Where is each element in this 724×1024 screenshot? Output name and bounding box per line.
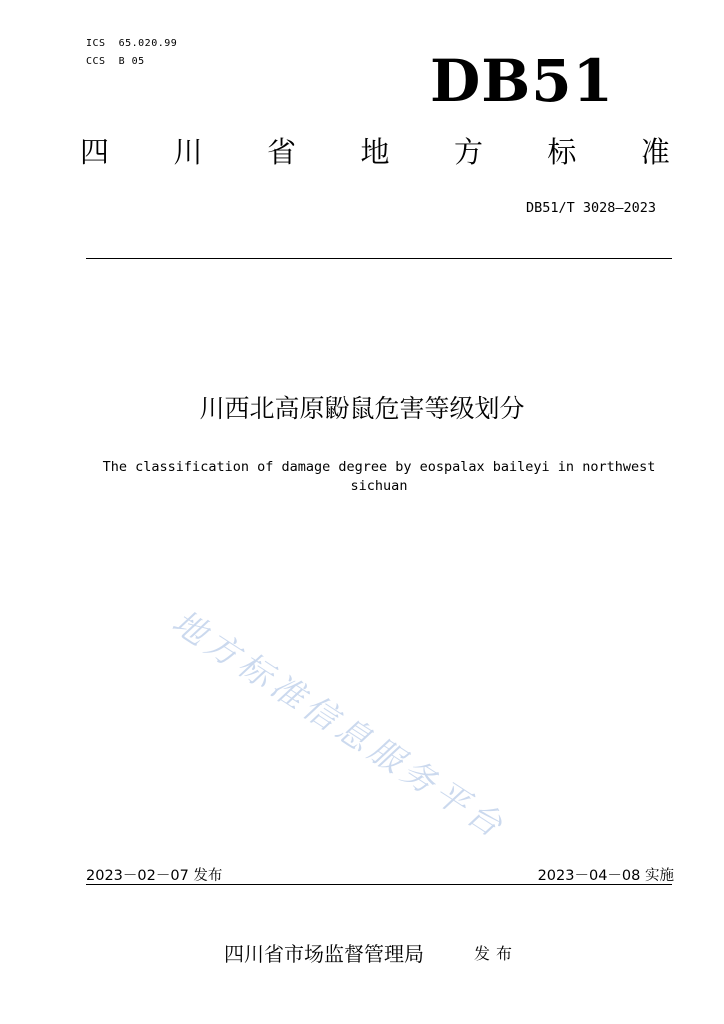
issuing-authority: 四川省市场监督管理局	[224, 942, 424, 966]
title-english: The classification of damage degree by eospalax baileyi in northwest sichuan	[102, 459, 656, 494]
standard-type-char: 四	[80, 135, 110, 169]
ics-code: ICS 65.020.99	[86, 38, 178, 49]
standard-type-char: 地	[360, 135, 390, 169]
standard-type-char: 省	[266, 135, 296, 169]
ccs-code: CCS B 05	[86, 56, 145, 67]
top-divider	[86, 258, 672, 259]
implementation-date: 2023－04－08 实施	[537, 868, 674, 884]
standard-type-char: 方	[453, 135, 483, 169]
watermark: 地方标准信息服务平台	[165, 602, 514, 848]
db-logo: DB51	[429, 47, 614, 115]
standard-type-heading	[80, 135, 670, 169]
standard-number: DB51/T 3028—2023	[525, 200, 656, 216]
standard-type-char: 川	[173, 135, 203, 169]
standard-type-char: 准	[640, 135, 670, 169]
standard-type-char: 标	[547, 135, 577, 169]
issue-label: 发布	[474, 944, 519, 963]
title-chinese: 川西北高原鼢鼠危害等级划分	[199, 394, 525, 423]
publication-date: 2023－02－07 发布	[86, 868, 223, 884]
bottom-divider	[86, 884, 672, 885]
